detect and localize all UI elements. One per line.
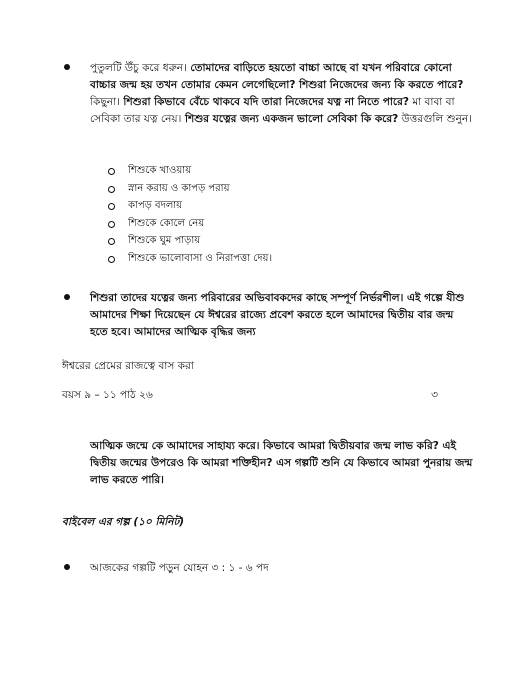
bible-story-heading: বাইবেল এর গল্প (১০ মিনিট) bbox=[62, 516, 185, 528]
footer-age-lesson: বয়স ৯ – ১১ পাঠ ২৬ bbox=[62, 389, 153, 401]
list-item-text: শিশুকে ভালোবাসা ও নিরাপত্তা দেয়। bbox=[128, 252, 273, 264]
circle-bullet-icon bbox=[108, 186, 115, 193]
text-bold: শিশুরা তাদের যত্নের জন্য পরিবারের অভিবাবকদের কাছে সম্পূর্ণ নির্ভরশীল। এই গল্পে যীশু আমাদের শিক্ষা দিয়েছেন যে ঈশ্বরের রাজ্যে প্রবেশ করতে হলে আমাদের দ্বিতীয় বার জন্ম হতে হবে। আমাদের আত্মিক বৃদ্ধির জন্য bbox=[90, 292, 465, 338]
list-item bbox=[108, 162, 272, 180]
page-number: ৩ bbox=[431, 389, 438, 401]
text-bold: শিশুরা কিভাবে বেঁচে থাকবে যদি তারা নিজেদের যত্ন না নিতে পারে? bbox=[119, 96, 409, 108]
text-bold: শিশুর যত্নের জন্য একজন ভালো সেবিকা কি করে? bbox=[181, 113, 399, 125]
circle-bullet-icon bbox=[108, 203, 115, 210]
text-normal: পুতুলটি উঁচু করে ধরুন। bbox=[90, 62, 187, 74]
circle-bullet-icon bbox=[108, 168, 115, 175]
list-item-text: শিশুকে কোলে নেয় bbox=[128, 217, 205, 229]
bullet-text: আজকের গল্পটি পড়ুন যোহন ৩ : ১ - ৬ পদ bbox=[90, 562, 269, 574]
text-normal: মা বাবা বা সেবিকা তার যত্ন নেয়। bbox=[90, 96, 455, 125]
care-list bbox=[108, 162, 272, 267]
intro-paragraph: আত্মিক জন্মে কে আমাদের সাহায্য করে। কিভাবে আমরা দ্বিতীয়বার জন্ম লাভ করি? এই দ্বিতীয় জন্মের উপরেও কি আমরা শক্তিহীন? এস গল্পটি শুনি যে কিভাবে আমরা পুনরায় জন্ম লাভ করতে পারি। bbox=[90, 440, 473, 486]
bullet-point-reading bbox=[64, 560, 474, 577]
text-normal: কিছুনা। bbox=[90, 96, 120, 108]
bullet-dot-icon bbox=[64, 294, 70, 300]
list-item-text: শিশুকে খাওয়ায় bbox=[128, 165, 192, 176]
list-item bbox=[108, 250, 272, 268]
circle-bullet-icon bbox=[108, 221, 115, 228]
bullet-point-children bbox=[64, 290, 474, 341]
circle-bullet-icon bbox=[108, 238, 115, 245]
list-item-text: স্নান করায় ও কাপড় পরায় bbox=[128, 182, 230, 194]
list-item-text: কাপড় বদলায় bbox=[128, 200, 183, 211]
bullet-text bbox=[90, 290, 474, 341]
bullet-dot-icon bbox=[64, 64, 70, 70]
list-item bbox=[108, 232, 272, 250]
list-item bbox=[108, 197, 272, 215]
list-item bbox=[108, 215, 272, 233]
bullet-text bbox=[90, 60, 474, 128]
footer-title: ঈশ্বরের প্রেমের রাজত্বে বাস করা bbox=[62, 360, 194, 372]
text-normal: উত্তরগুলি শুনুন। bbox=[398, 113, 472, 125]
bullet-point-doll bbox=[64, 60, 474, 128]
bullet-dot-icon bbox=[64, 564, 70, 570]
list-item-text: শিশুকে ঘুম পাড়ায় bbox=[128, 235, 201, 246]
list-item bbox=[108, 180, 272, 198]
text-bold: তোমাদের বাড়িতে হয়তো বাচ্চা আছে বা যখন পরিবারে কোনো বাচ্চার জন্ম হয় তখন তোমার কেমন লেগেছিলো? শিশুরা নিজেদের জন্য কি করতে পারে? bbox=[90, 62, 464, 91]
circle-bullet-icon bbox=[108, 256, 115, 263]
